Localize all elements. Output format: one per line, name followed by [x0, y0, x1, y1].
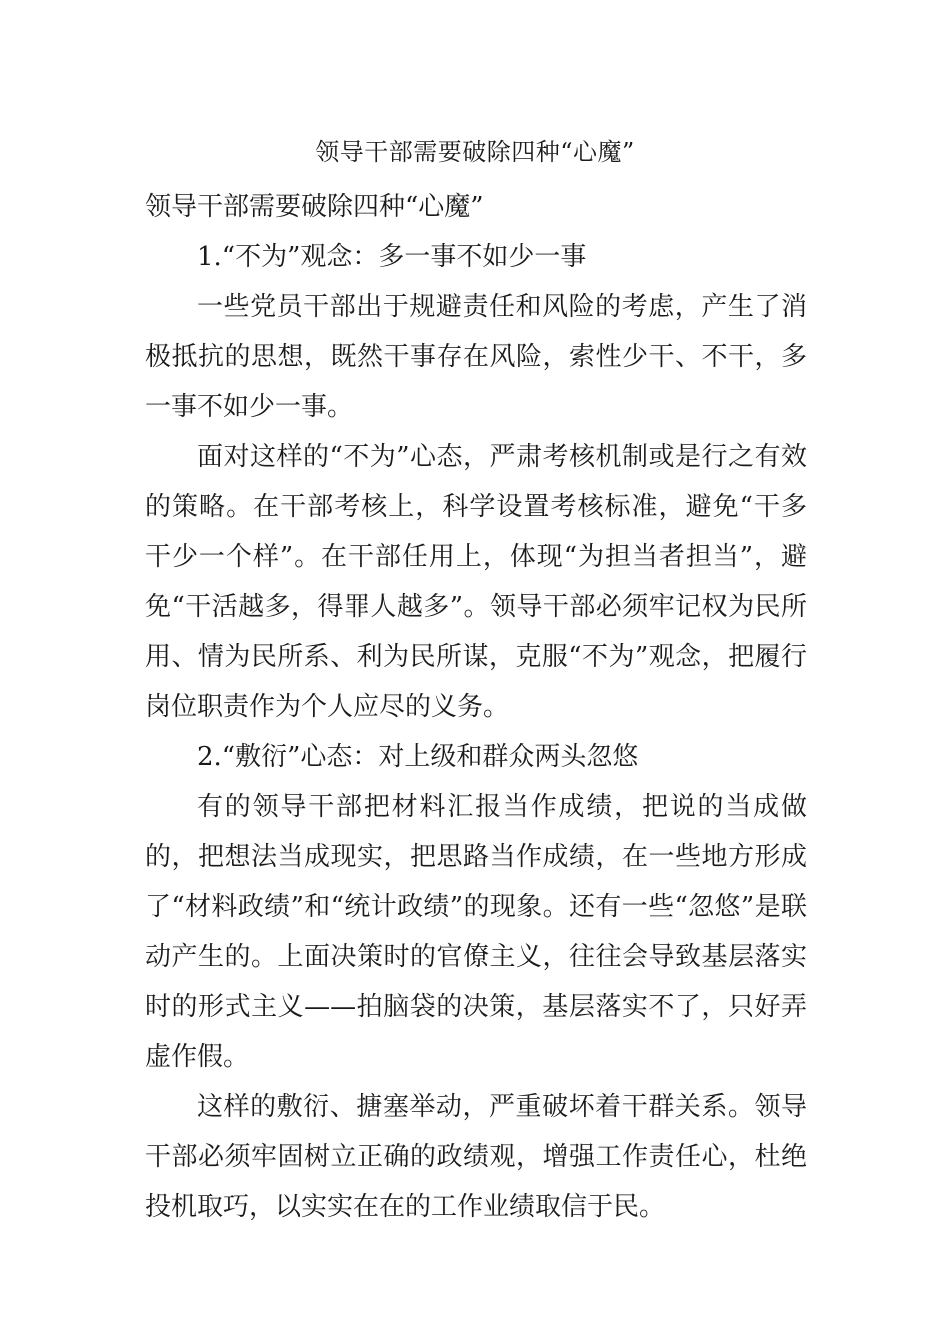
body-paragraph: 面对这样的“不为”心态，严肃考核机制或是行之有效的策略。在干部考核上，科学设置考核标准，避免“干多干少一个样”。在干部任用上，体现“为担当者担当”，避免“干活越多，得罪人越多”。领导干部必须牢记权为民所用、情为民所系、利为民所谋，克服“不为”观念，把履行岗位职责作为个人应尽的义务。 [145, 442, 807, 722]
body-paragraph: 有的领导干部把材料汇报当作成绩，把说的当成做的，把想法当成现实，把思路当作成绩，在一些地方形成了“材料政绩”和“统计政绩”的现象。还有一些“忽悠”是联动产生的。上面决策时的官僚主义，往往会导致基层落实时的形式主义——拍脑袋的决策，基层落实不了，只好弄虚作假。 [145, 792, 807, 1072]
body-paragraph: 一些党员干部出于规避责任和风险的考虑，产生了消极抵抗的思想，既然干事存在风险，索性少干、不干，多一事不如少一事。 [145, 292, 807, 422]
section-heading-2: 2.“敷衍”心态：对上级和群众两头忽悠 [197, 742, 639, 772]
document-subtitle: 领导干部需要破除四种“心魔” [145, 192, 484, 222]
section-heading-1: 1.“不为”观念：多一事不如少一事 [197, 242, 587, 272]
document-body [145, 182, 807, 1232]
body-paragraph: 这样的敷衍、搪塞举动，严重破坏着干群关系。领导干部必须牢固树立正确的政绩观，增强工作责任心，杜绝投机取巧，以实实在在的工作业绩取信于民。 [145, 1092, 807, 1222]
document-title: 领导干部需要破除四种“心魔” [315, 138, 635, 166]
